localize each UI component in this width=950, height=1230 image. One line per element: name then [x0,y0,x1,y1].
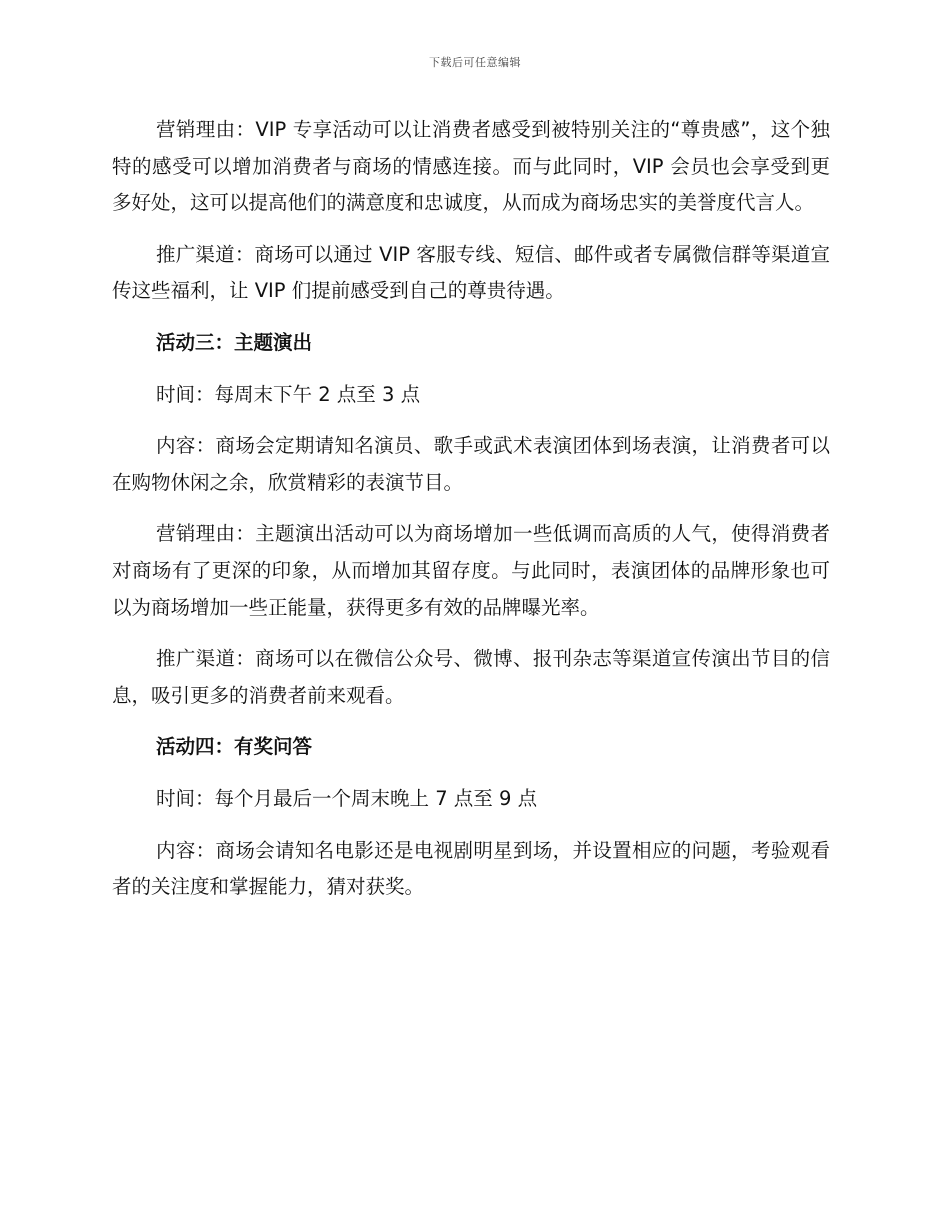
paragraph-activity-four-time: 时间：每个月最后一个周末晚上 7 点至 9 点 [156,786,538,810]
paragraph-activity-four-content: 内容：商场会请知名电影还是电视剧明星到场，并设置相应的问题，考验观看者的关注度和掌握能力，猜对获奖。 [112,838,830,899]
paragraph-activity-three-marketing-reason: 营销理由：主题演出活动可以为商场增加一些低调而高质的人气，使得消费者对商场有了更深的印象，从而增加其留存度。与此同时，表演团体的品牌形象也可以为商场增加一些正能量，获得更多有效的品牌曝光率。 [112,522,830,619]
paragraph-vip-marketing-reason: 营销理由：VIP 专享活动可以让消费者感受到被特别关注的“尊贵感”，这个独特的感受可以增加消费者与商场的情感连接。而与此同时，VIP 会员也会享受到更多好处，这可以提高他们的满意度和忠诚度，从而成为商场忠实的美誉度代言人。 [112,118,830,215]
paragraph-vip-promotion-channel: 推广渠道：商场可以通过 VIP 客服专线、短信、邮件或者专属微信群等渠道宣传这些福利，让 VIP 们提前感受到自己的尊贵待遇。 [112,242,830,303]
paragraph-activity-three-promotion-channel: 推广渠道：商场可以在微信公众号、微博、报刊杂志等渠道宣传演出节目的信息，吸引更多的消费者前来观看。 [112,647,830,707]
header-note: 下载后可任意编辑 [429,56,521,69]
heading-activity-four: 活动四：有奖问答 [156,735,313,759]
heading-activity-three: 活动三：主题演出 [156,330,313,354]
paragraph-activity-three-content: 内容：商场会定期请知名演员、歌手或武术表演团体到场表演，让消费者可以在购物休闲之余，欣赏精彩的表演节目。 [112,434,830,494]
document-body [112,112,830,921]
paragraph-activity-three-time: 时间：每周末下午 2 点至 3 点 [156,382,421,406]
